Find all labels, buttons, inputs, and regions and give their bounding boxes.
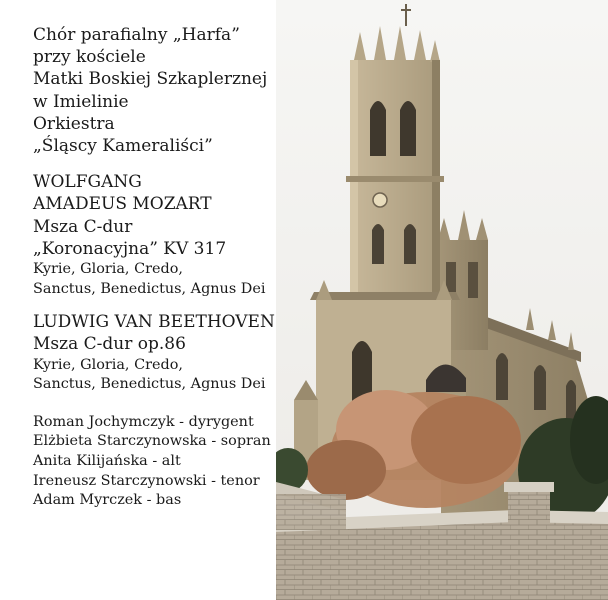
composer-name: LUDWIG VAN BEETHOVEN [33,312,275,333]
spacer [33,395,283,413]
choir-block [33,24,283,157]
spacer [33,157,283,171]
choir-line: Matki Boskiej Szkaplerznej [33,69,268,90]
mozart-block [33,171,283,299]
choir-line: Chór parafialny „Harfa” [33,25,240,45]
work-title: Msza C-dur op.86 [33,334,186,355]
spacer [33,299,283,311]
beethoven-block [33,311,283,395]
choir-line: w Imielinie [33,91,129,112]
church-illustration [276,0,608,600]
church-photo [276,0,608,600]
choir-line: Orkiestra [33,113,115,134]
performer-item: Anita Kilijańska - alt [33,453,181,469]
composer-name: WOLFGANG [33,172,142,193]
work-title: Msza C-dur [33,216,133,237]
performer-item: Roman Jochymczyk - dyrygent [33,413,254,430]
composer-name: AMADEUS MOZART [33,194,212,215]
movements-list: Kyrie, Gloria, Credo, [33,356,183,373]
work-title: „Koronacyjna” KV 317 [33,238,227,259]
choir-line: przy kościele [33,47,146,68]
performer-item: Ireneusz Starczynowski - tenor [33,472,260,489]
movements-list: Kyrie, Gloria, Credo, [33,261,183,278]
performers-list [33,413,283,511]
movements-list: Sanctus, Benedictus, Agnus Dei [33,376,266,393]
performer-item: Elżbieta Starczynowska - sopran [33,433,271,450]
text-column [33,24,283,511]
movements-list: Sanctus, Benedictus, Agnus Dei [33,280,266,297]
performer-item: Adam Myrczek - bas [33,492,182,509]
choir-line: „Śląscy Kameraliści” [33,136,213,157]
